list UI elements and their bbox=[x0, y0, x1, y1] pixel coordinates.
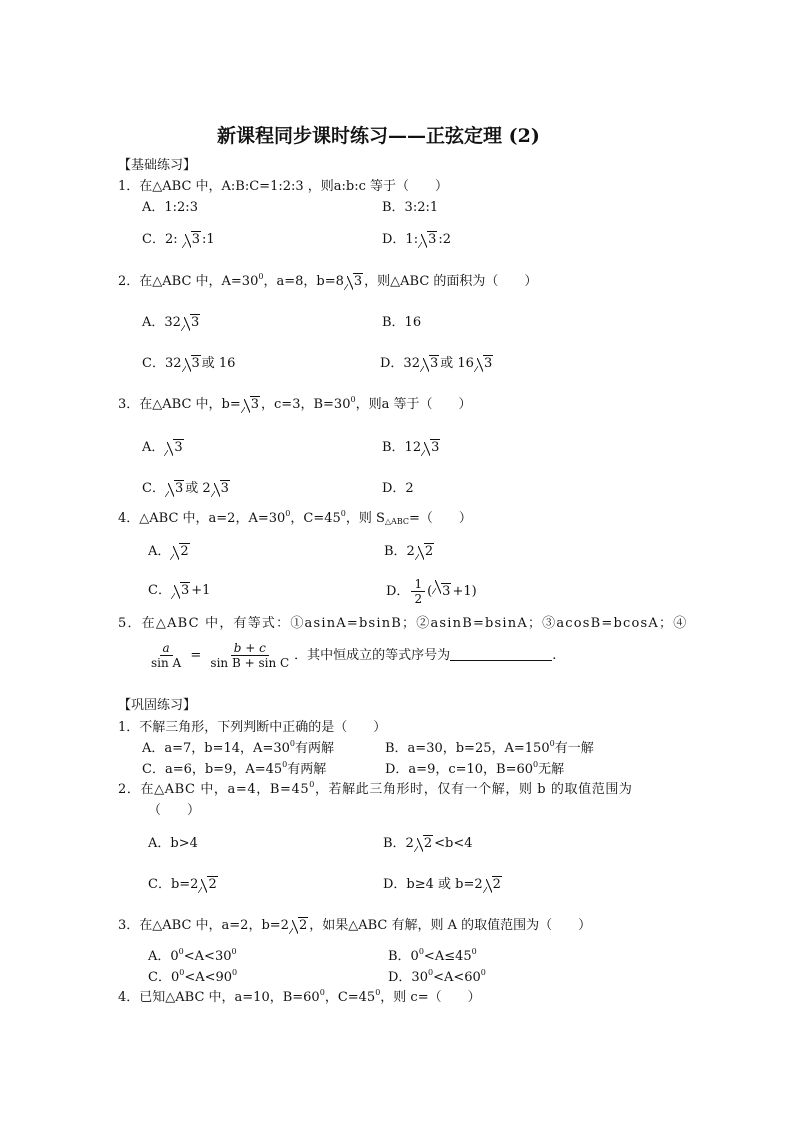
sqrt-symbol: 3 bbox=[432, 578, 451, 606]
option-c: C． 3 或 2 3 bbox=[142, 481, 229, 496]
sqrt-symbol: 2 bbox=[414, 836, 433, 852]
option-b: B．3:2:1 bbox=[382, 200, 439, 215]
sqrt-symbol: 2 bbox=[415, 544, 434, 560]
option-c: C．2: 3 :1 bbox=[142, 232, 215, 247]
sqrt-symbol: 3 bbox=[474, 356, 493, 372]
option-b: B．2 2 bbox=[384, 544, 434, 559]
sqrt-symbol: 2 bbox=[198, 877, 217, 893]
sqrt-symbol: 3 bbox=[344, 274, 363, 290]
question-stem: 3．在△ABC 中，a=2，b=2 2 ，如果△ABC 有解，则 A 的取值范围为（ ） bbox=[118, 918, 592, 933]
option-a: A．32 3 bbox=[142, 315, 200, 330]
question-paren: （ ） bbox=[148, 803, 201, 818]
sqrt-symbol: 3 bbox=[241, 397, 260, 413]
option-b: B．16 bbox=[382, 315, 422, 330]
option-d: D．1: 3 :2 bbox=[382, 232, 452, 247]
fraction-bc-over-sinB-sinC: $\frac{b + c}{\text{sin B + sin C}}$ bbox=[210, 641, 290, 670]
option-b: B．12 3 bbox=[382, 440, 440, 455]
option-d: D．2 bbox=[382, 481, 414, 496]
answer-blank bbox=[450, 648, 552, 661]
sqrt-symbol: 3 bbox=[421, 440, 440, 456]
option-c: C．b=2 2 bbox=[148, 877, 217, 892]
option-b: B．a=30，b=25，$A=150^0$有一解 bbox=[385, 739, 594, 756]
option-a: A．a=7，b=14，$A=30^0$有两解 bbox=[142, 739, 334, 756]
option-b: B．2 2 <b<4 bbox=[383, 836, 473, 851]
option-b: B．$0^0<A\le 45^0$ bbox=[388, 947, 477, 964]
sqrt-symbol: 2 bbox=[483, 877, 502, 893]
sqrt-symbol: 3 bbox=[182, 356, 201, 372]
question-stem: 4．△ABC 中，a=2，$A=30^0$，$C=45^0$，则 $S_{\triangle ABC}=$（ ） bbox=[118, 509, 472, 526]
option-a: A．$0^0<A<30^0$ bbox=[148, 947, 237, 964]
question-stem: 4．已知△ABC 中，a=10，$B=60^0$，$C=45^0$，则 c=（ ） bbox=[118, 988, 481, 1005]
question-stem: 2．在△ABC 中，$A=30^0$，a=8，b=8 3 ，则△ABC 的面积为（ ） bbox=[118, 272, 538, 289]
question-formula-line: $\frac{a}{\text{sin A}}$ = $\frac{b + c}{\text{sin B + sin C}}$ ．其中恒成立的等式序号为 . bbox=[146, 638, 556, 674]
sqrt-symbol: 3 bbox=[211, 481, 230, 497]
option-d: D．b≥4 或 b=2 2 bbox=[383, 877, 501, 892]
sqrt-symbol: 3 bbox=[418, 232, 437, 248]
page-title: 新课程同步课时练习——正弦定理 (2) bbox=[217, 125, 540, 147]
sqrt-symbol: 3 bbox=[420, 356, 439, 372]
option-d: D． $\frac{1}{2}$ ( 3 +1) bbox=[386, 577, 477, 606]
sqrt-symbol: 3 bbox=[171, 583, 190, 599]
sqrt-symbol: 3 bbox=[165, 481, 184, 497]
sqrt-symbol: 3 bbox=[182, 232, 201, 248]
question-stem: 5．在△ABC 中，有等式：①asinA=bsinB；②asinB=bsinA；③acosB=bcosA；④ bbox=[118, 616, 688, 631]
sqrt-symbol: 2 bbox=[289, 918, 308, 934]
sqrt-symbol: 2 bbox=[170, 544, 189, 560]
option-c: C．a=6，b=9，$A=45^0$有两解 bbox=[142, 760, 327, 777]
option-a: A．1:2:3 bbox=[142, 200, 198, 215]
question-stem: 1．不解三角形，下列判断中正确的是（ ） bbox=[118, 720, 387, 735]
option-c: C．32 3 或 16 bbox=[142, 356, 236, 371]
option-a: A． 3 bbox=[142, 440, 183, 455]
question-stem: 1．在△ABC 中，A:B:C=1:2:3 ，则a:b:c 等于（ ） bbox=[118, 179, 449, 194]
option-c: C． 3 +1 bbox=[148, 583, 211, 598]
fraction-half: $\frac{1}{2}$ bbox=[411, 577, 425, 606]
question-stem: 3．在△ABC 中，b= 3 ，c=3，$B=30^0$，则a 等于（ ） bbox=[118, 395, 472, 412]
option-d: D．$30^0<A<60^0$ bbox=[388, 968, 486, 985]
option-a: A． 2 bbox=[148, 544, 189, 559]
question-stem: 2．在△ABC 中，a=4，$B=45^0$，若解此三角形时，仅有一个解，则 b 的取值范围为 bbox=[118, 780, 633, 797]
sqrt-symbol: 3 bbox=[181, 315, 200, 331]
option-d: D．a=9，c=10，$B=60^0$无解 bbox=[385, 760, 565, 777]
option-a: A．b>4 bbox=[148, 836, 198, 851]
option-d: D．32 3 或 16 3 bbox=[380, 356, 493, 371]
fraction-a-over-sinA: $\frac{a}{\text{sin A}}$ bbox=[151, 641, 182, 670]
section-consolidation-heading: 【巩固练习】 bbox=[118, 698, 197, 713]
section-basic-heading: 【基础练习】 bbox=[118, 158, 197, 173]
option-c: C．$0^0<A<90^0$ bbox=[148, 968, 238, 985]
sqrt-symbol: 3 bbox=[164, 440, 183, 456]
